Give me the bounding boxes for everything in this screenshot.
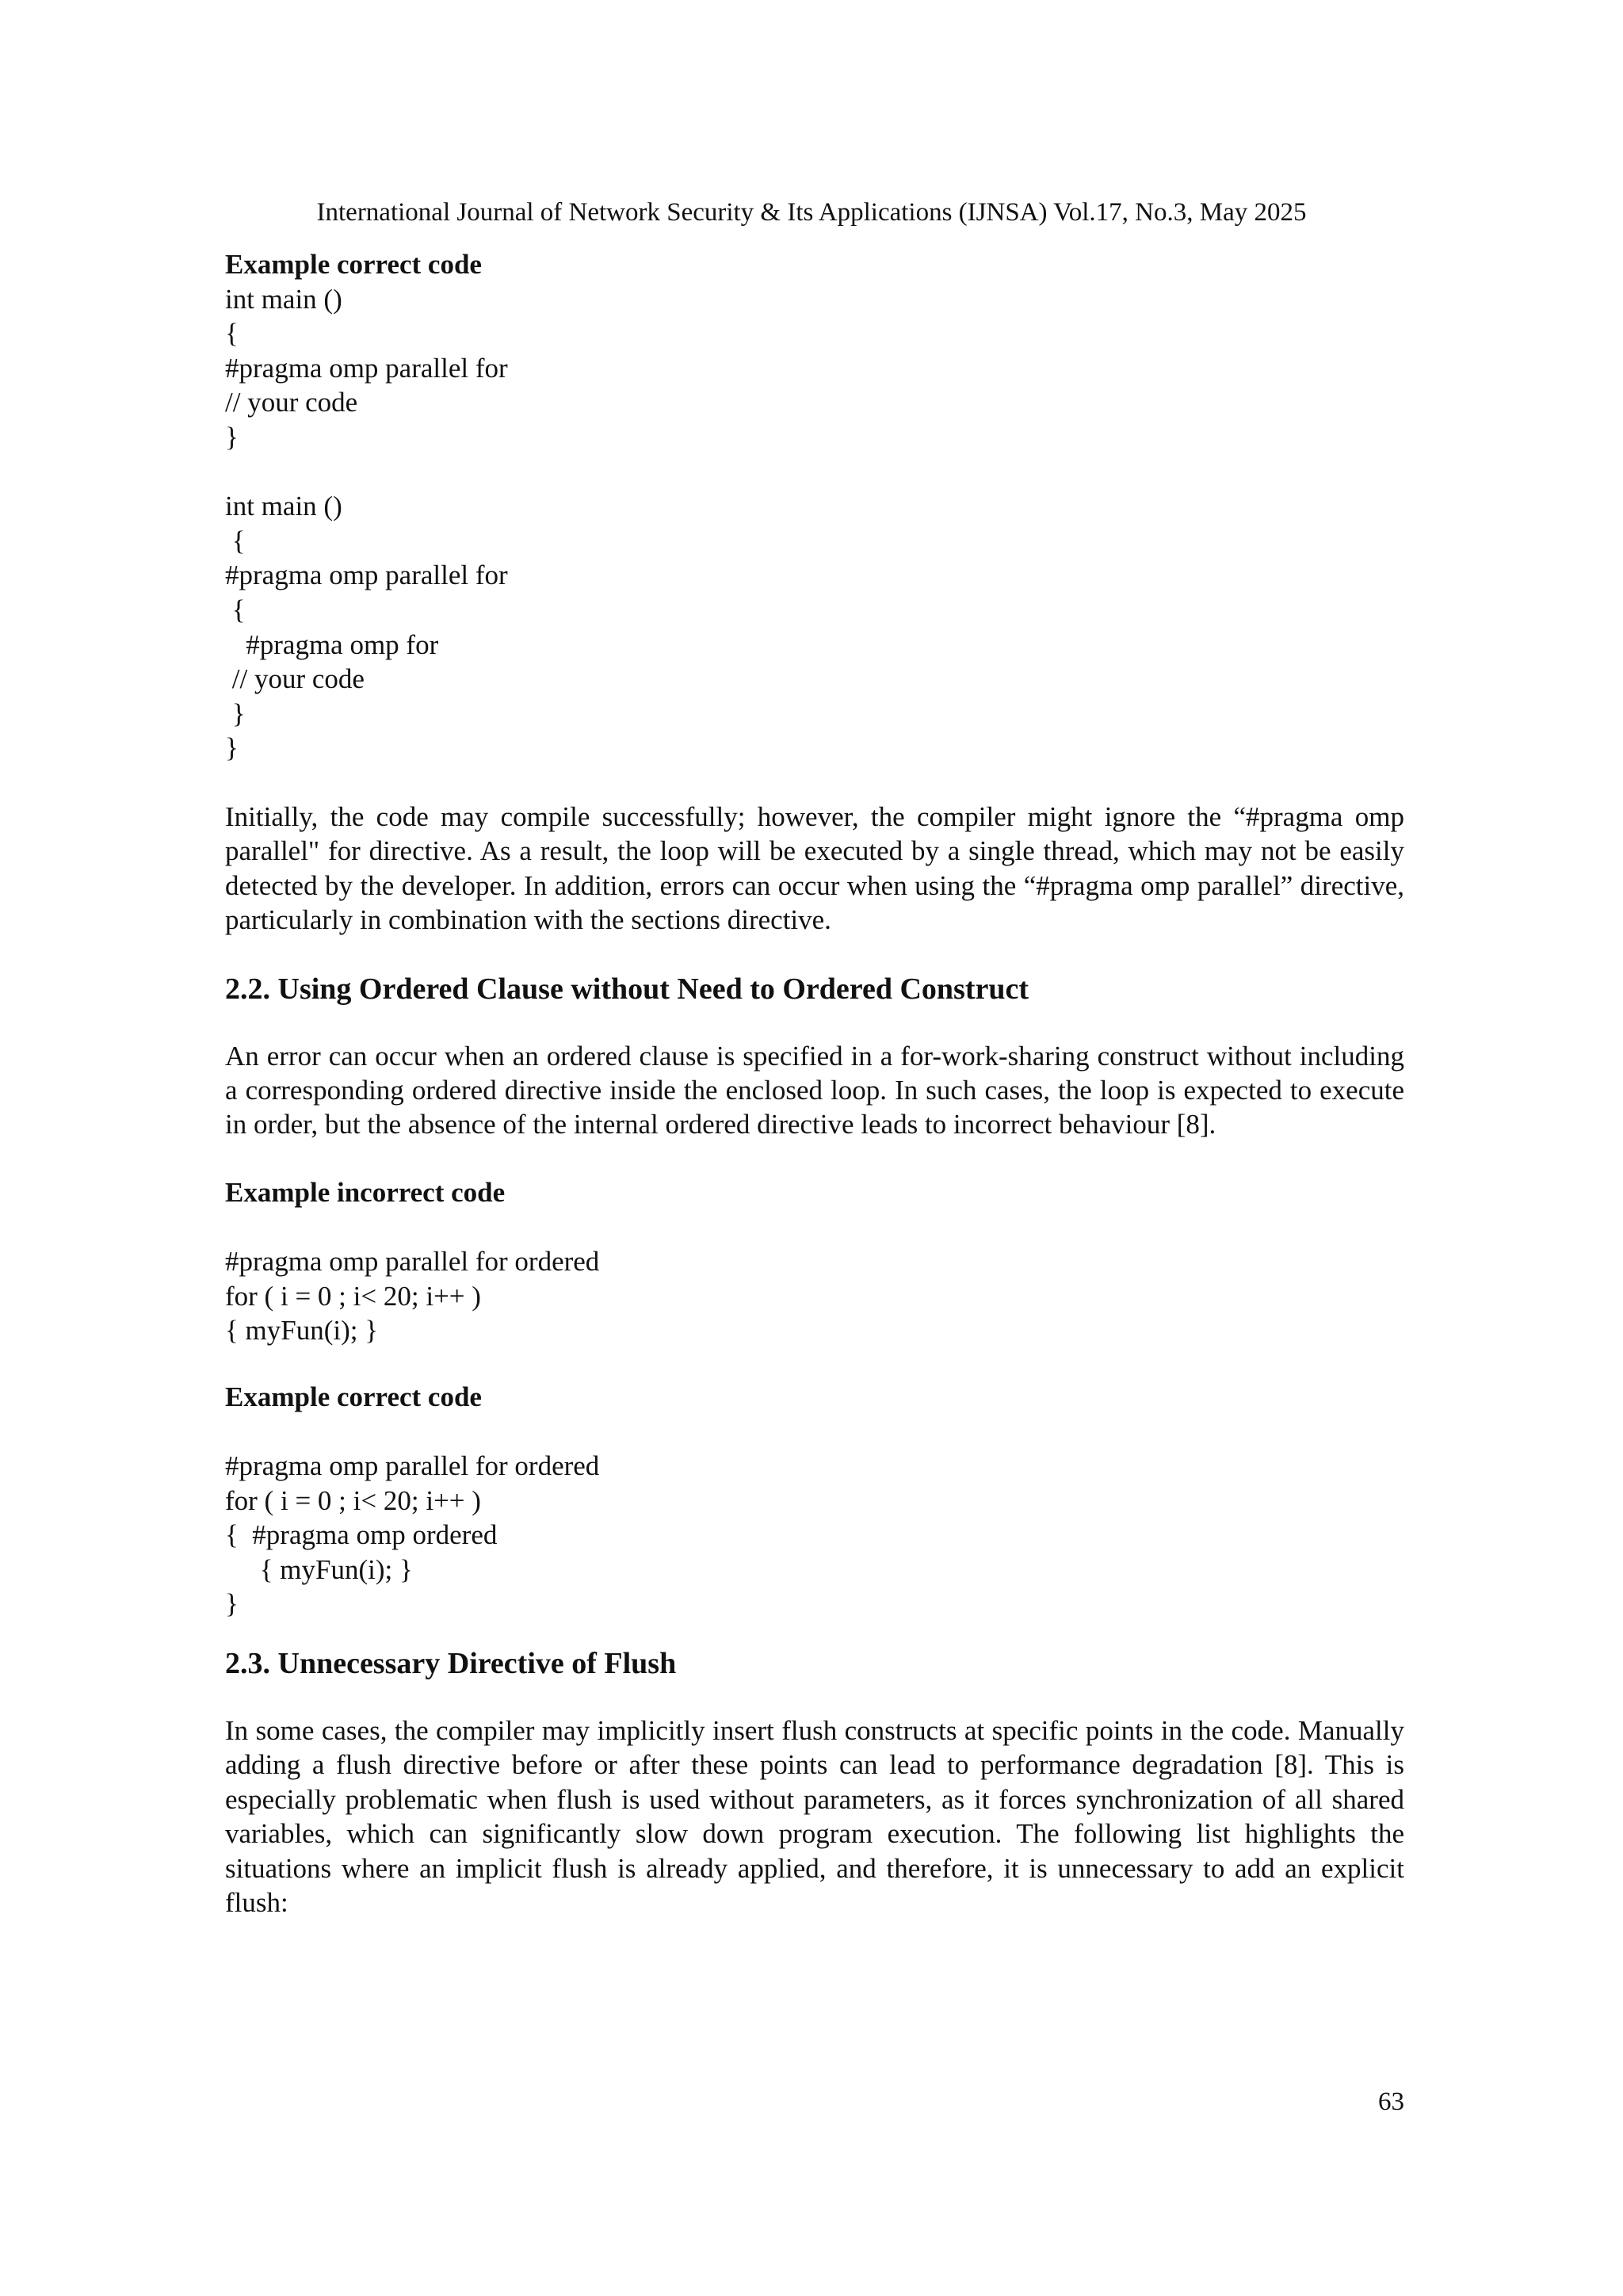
code-line: for ( i = 0 ; i< 20; i++ ) [225, 1280, 481, 1312]
page-content [225, 247, 1404, 1920]
example-correct-code-label: Example correct code [225, 249, 482, 280]
code-line: // your code [225, 663, 365, 695]
code-block-incorrect [225, 1244, 1404, 1348]
section-heading-2-3: 2.3. Unnecessary Directive of Flush [225, 1646, 677, 1680]
body-paragraph: An error can occur when an ordered clause is specified in a for-work-sharing construct without including a corresponding ordered directive inside the enclosed loop. In such cases, the loop is expected to execute in order, but the absence of the internal ordered directive leads to incorrect behaviour [8]. [225, 1040, 1404, 1140]
code-line: { [225, 318, 239, 350]
code-line: { [225, 525, 246, 556]
code-line: } [225, 421, 239, 453]
code-block-correct [225, 1449, 1404, 1622]
code-block-1 [225, 282, 1404, 455]
code-line: { [225, 594, 246, 625]
page-number: 63 [1378, 2088, 1404, 2116]
code-block-2 [225, 489, 1404, 766]
code-line: int main () [225, 283, 342, 315]
code-line: #pragma omp parallel for ordered [225, 1450, 600, 1481]
code-line: int main () [225, 491, 342, 522]
code-line: #pragma omp parallel for [225, 560, 508, 591]
code-line: } [225, 697, 246, 729]
code-line: #pragma omp parallel for ordered [225, 1245, 600, 1277]
body-paragraph: Initially, the code may compile successfully; however, the compiler might ignore the “#pragma omp parallel" for directive. As a result, the loop will be executed by a single thread, which may not be easily detected by the developer. In addition, errors can occur when using the “#pragma omp parallel” directive, particularly in combination with the sections directive. [225, 800, 1404, 936]
code-line: { myFun(i); } [225, 1553, 413, 1585]
body-paragraph: In some cases, the compiler may implicitly insert flush constructs at specific points in the code. Manually adding a flush directive before or after these points can lead to performance degradation [8]. This is especially problematic when flush is used without parameters, as it forces synchronization of all shared variables, which can significantly slow down program execution. The following list highlights the situations where an implicit flush is already applied, and therefore, it is unnecessary to add an explicit flush: [225, 1714, 1404, 1918]
code-line: { myFun(i); } [225, 1315, 379, 1347]
running-header: International Journal of Network Security & Its Applications (IJNSA) Vol.17, No.3, May 2025 [316, 198, 1307, 227]
section-heading-2-2: 2.2. Using Ordered Clause without Need to Ordered Construct [225, 972, 1029, 1006]
code-line: } [225, 732, 239, 764]
code-line: { #pragma omp ordered [225, 1519, 498, 1551]
code-line: } [225, 1588, 239, 1620]
code-line: // your code [225, 387, 358, 418]
example-correct-code-label: Example correct code [225, 1381, 482, 1412]
code-line: #pragma omp for [225, 628, 439, 660]
code-line: for ( i = 0 ; i< 20; i++ ) [225, 1484, 481, 1516]
example-incorrect-code-label: Example incorrect code [225, 1176, 506, 1208]
code-line: #pragma omp parallel for [225, 352, 508, 384]
